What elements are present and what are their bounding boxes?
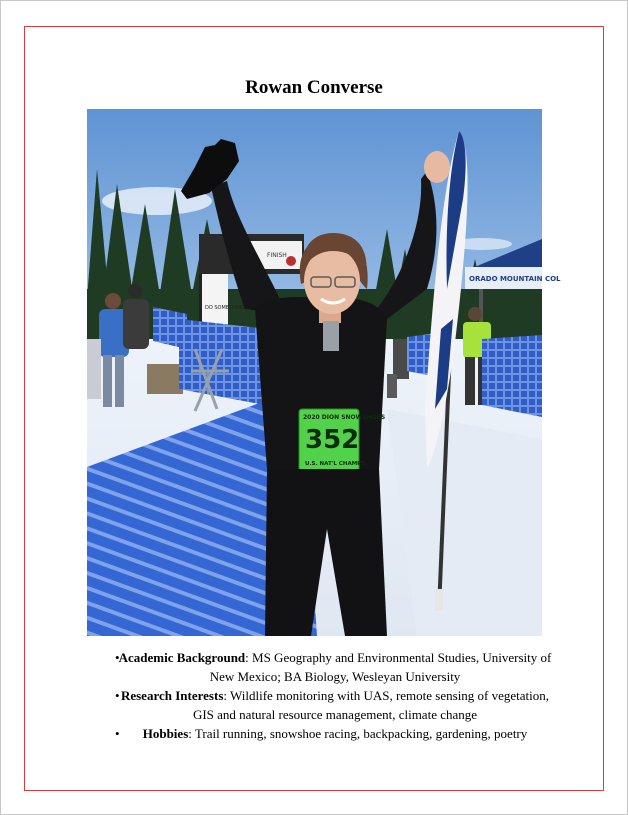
bib-bottom-text: U.S. NAT'L CHAMPS xyxy=(305,461,366,467)
profile-photo xyxy=(87,109,561,636)
sign-text: DO SOMETHING xyxy=(205,305,245,311)
tent-banner-text: ORADO MOUNTAIN COL xyxy=(469,275,561,283)
bullet-text: : Wildlife monitoring with UAS, remote sensing of vegetation, GIS and natural resource management, climate change xyxy=(192,688,550,722)
bullet-label: Hobbies xyxy=(142,726,189,741)
bullet-hobbies xyxy=(93,724,563,743)
finish-banner-text: FINISH xyxy=(267,252,287,259)
bib-number: 352 xyxy=(305,425,360,455)
bullet-text: : MS Geography and Environmental Studies, University of New Mexico; BA Biology, Wesleyan University xyxy=(209,650,552,684)
bullet-label: Academic Background xyxy=(118,650,246,665)
bullet-academic-background xyxy=(93,648,563,686)
bio-bullet-list xyxy=(93,648,563,743)
bullet-research-interests xyxy=(93,686,563,724)
bullet-label: Research Interests xyxy=(120,688,224,703)
bullet-dot: • xyxy=(115,650,120,665)
bib-top-text: 2020 DION SNOWSHOES xyxy=(303,414,386,421)
bullet-text: : Trail running, snowshoe racing, backpacking, gardening, poetry xyxy=(188,726,528,741)
bullet-dot: • xyxy=(115,726,120,741)
page-title: Rowan Converse xyxy=(245,77,383,98)
bullet-dot: • xyxy=(115,688,120,703)
